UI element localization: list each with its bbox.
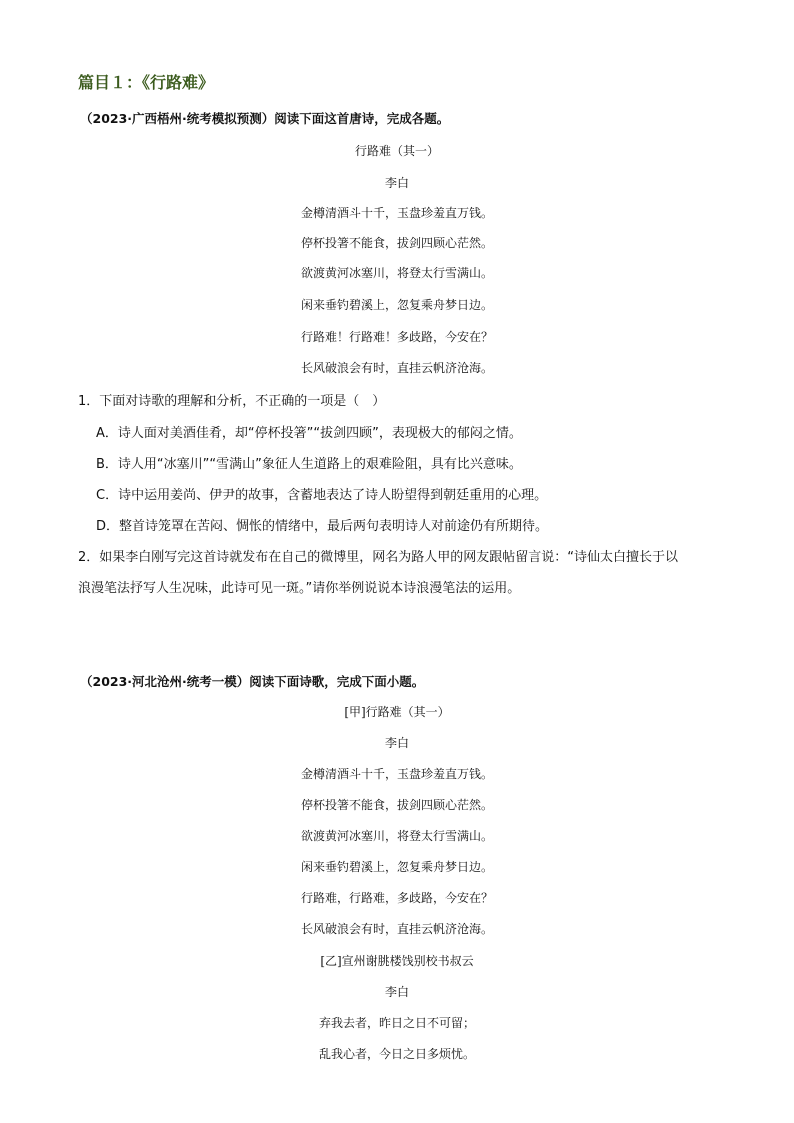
poem-line: 欲渡黄河冰塞川，将登太行雪满山。	[300, 266, 493, 280]
poem-line: 停杯投箸不能食，拔剑四顾心茫然。	[300, 236, 493, 250]
poem-b-title: [乙]宣州谢朓楼饯别校书叔云	[320, 954, 474, 968]
poem-b-author: 李白	[384, 985, 409, 999]
section-title: 篇目１：《行路难》	[78, 73, 215, 92]
question-1-option-a: A．诗人面对美酒佳肴，却“停杯投箸”“拔剑四顾”，表现极大的郁闷之情。	[96, 426, 522, 441]
poem-line: 长风破浪会有时，直挂云帆济沧海。	[300, 361, 493, 375]
poem-line: 长风破浪会有时，直挂云帆济沧海。	[300, 922, 493, 936]
poem-title: 行路难（其一）	[354, 144, 439, 158]
poem-line: 行路难，行路难，多歧路，今安在？	[300, 891, 493, 905]
question-1-stem: 1．下面对诗歌的理解和分析，不正确的一项是（ ）	[78, 394, 386, 409]
poem-line: 闲来垂钓碧溪上，忽复乘舟梦日边。	[300, 860, 493, 874]
poem-line: 行路难！行路难！多歧路，今安在？	[300, 330, 493, 344]
poem-line: 停杯投箸不能食，拔剑四顾心茫然。	[300, 798, 493, 812]
poem-line: 乱我心者，今日之日多烦忧。	[318, 1047, 475, 1061]
question-2-line-1: 2．如果李白刚写完这首诗就发布在自己的微博里，网名为路人甲的网友跟帖留言说：“诗仙太白擅长于以	[78, 550, 679, 565]
poem-line: 欲渡黄河冰塞川，将登太行雪满山。	[300, 829, 493, 843]
question-1-option-b: B．诗人用“冰塞川”“雪满山”象征人生道路上的艰难险阻，具有比兴意味。	[96, 457, 522, 472]
poem-line: 弃我去者，昨日之日不可留；	[318, 1016, 475, 1030]
question-2-line-2: 浪漫笔法抒写人生况味，此诗可见一斑。”请你举例说说本诗浪漫笔法的运用。	[78, 581, 521, 596]
question-1-option-c: C．诗中运用姜尚、伊尹的故事，含蓄地表达了诗人盼望得到朝廷重用的心理。	[96, 488, 548, 503]
poem-a-title: [甲]行路难（其一）	[344, 705, 450, 719]
poem-author: 李白	[384, 176, 409, 190]
poem-a-author: 李白	[384, 736, 409, 750]
question-source-1: （2023·广西梧州·统考模拟预测）阅读下面这首唐诗，完成各题。	[80, 111, 450, 126]
question-source-2: （2023·河北沧州·统考一模）阅读下面诗歌，完成下面小题。	[80, 674, 425, 689]
poem-line: 金樽清酒斗十千，玉盘珍羞直万钱。	[300, 767, 493, 781]
poem-line: 闲来垂钓碧溪上，忽复乘舟梦日边。	[300, 298, 493, 312]
poem-line: 金樽清酒斗十千，玉盘珍羞直万钱。	[300, 206, 493, 220]
question-1-option-d: D．整首诗笼罩在苦闷、惆怅的情绪中，最后两句表明诗人对前途仍有所期待。	[96, 519, 549, 534]
